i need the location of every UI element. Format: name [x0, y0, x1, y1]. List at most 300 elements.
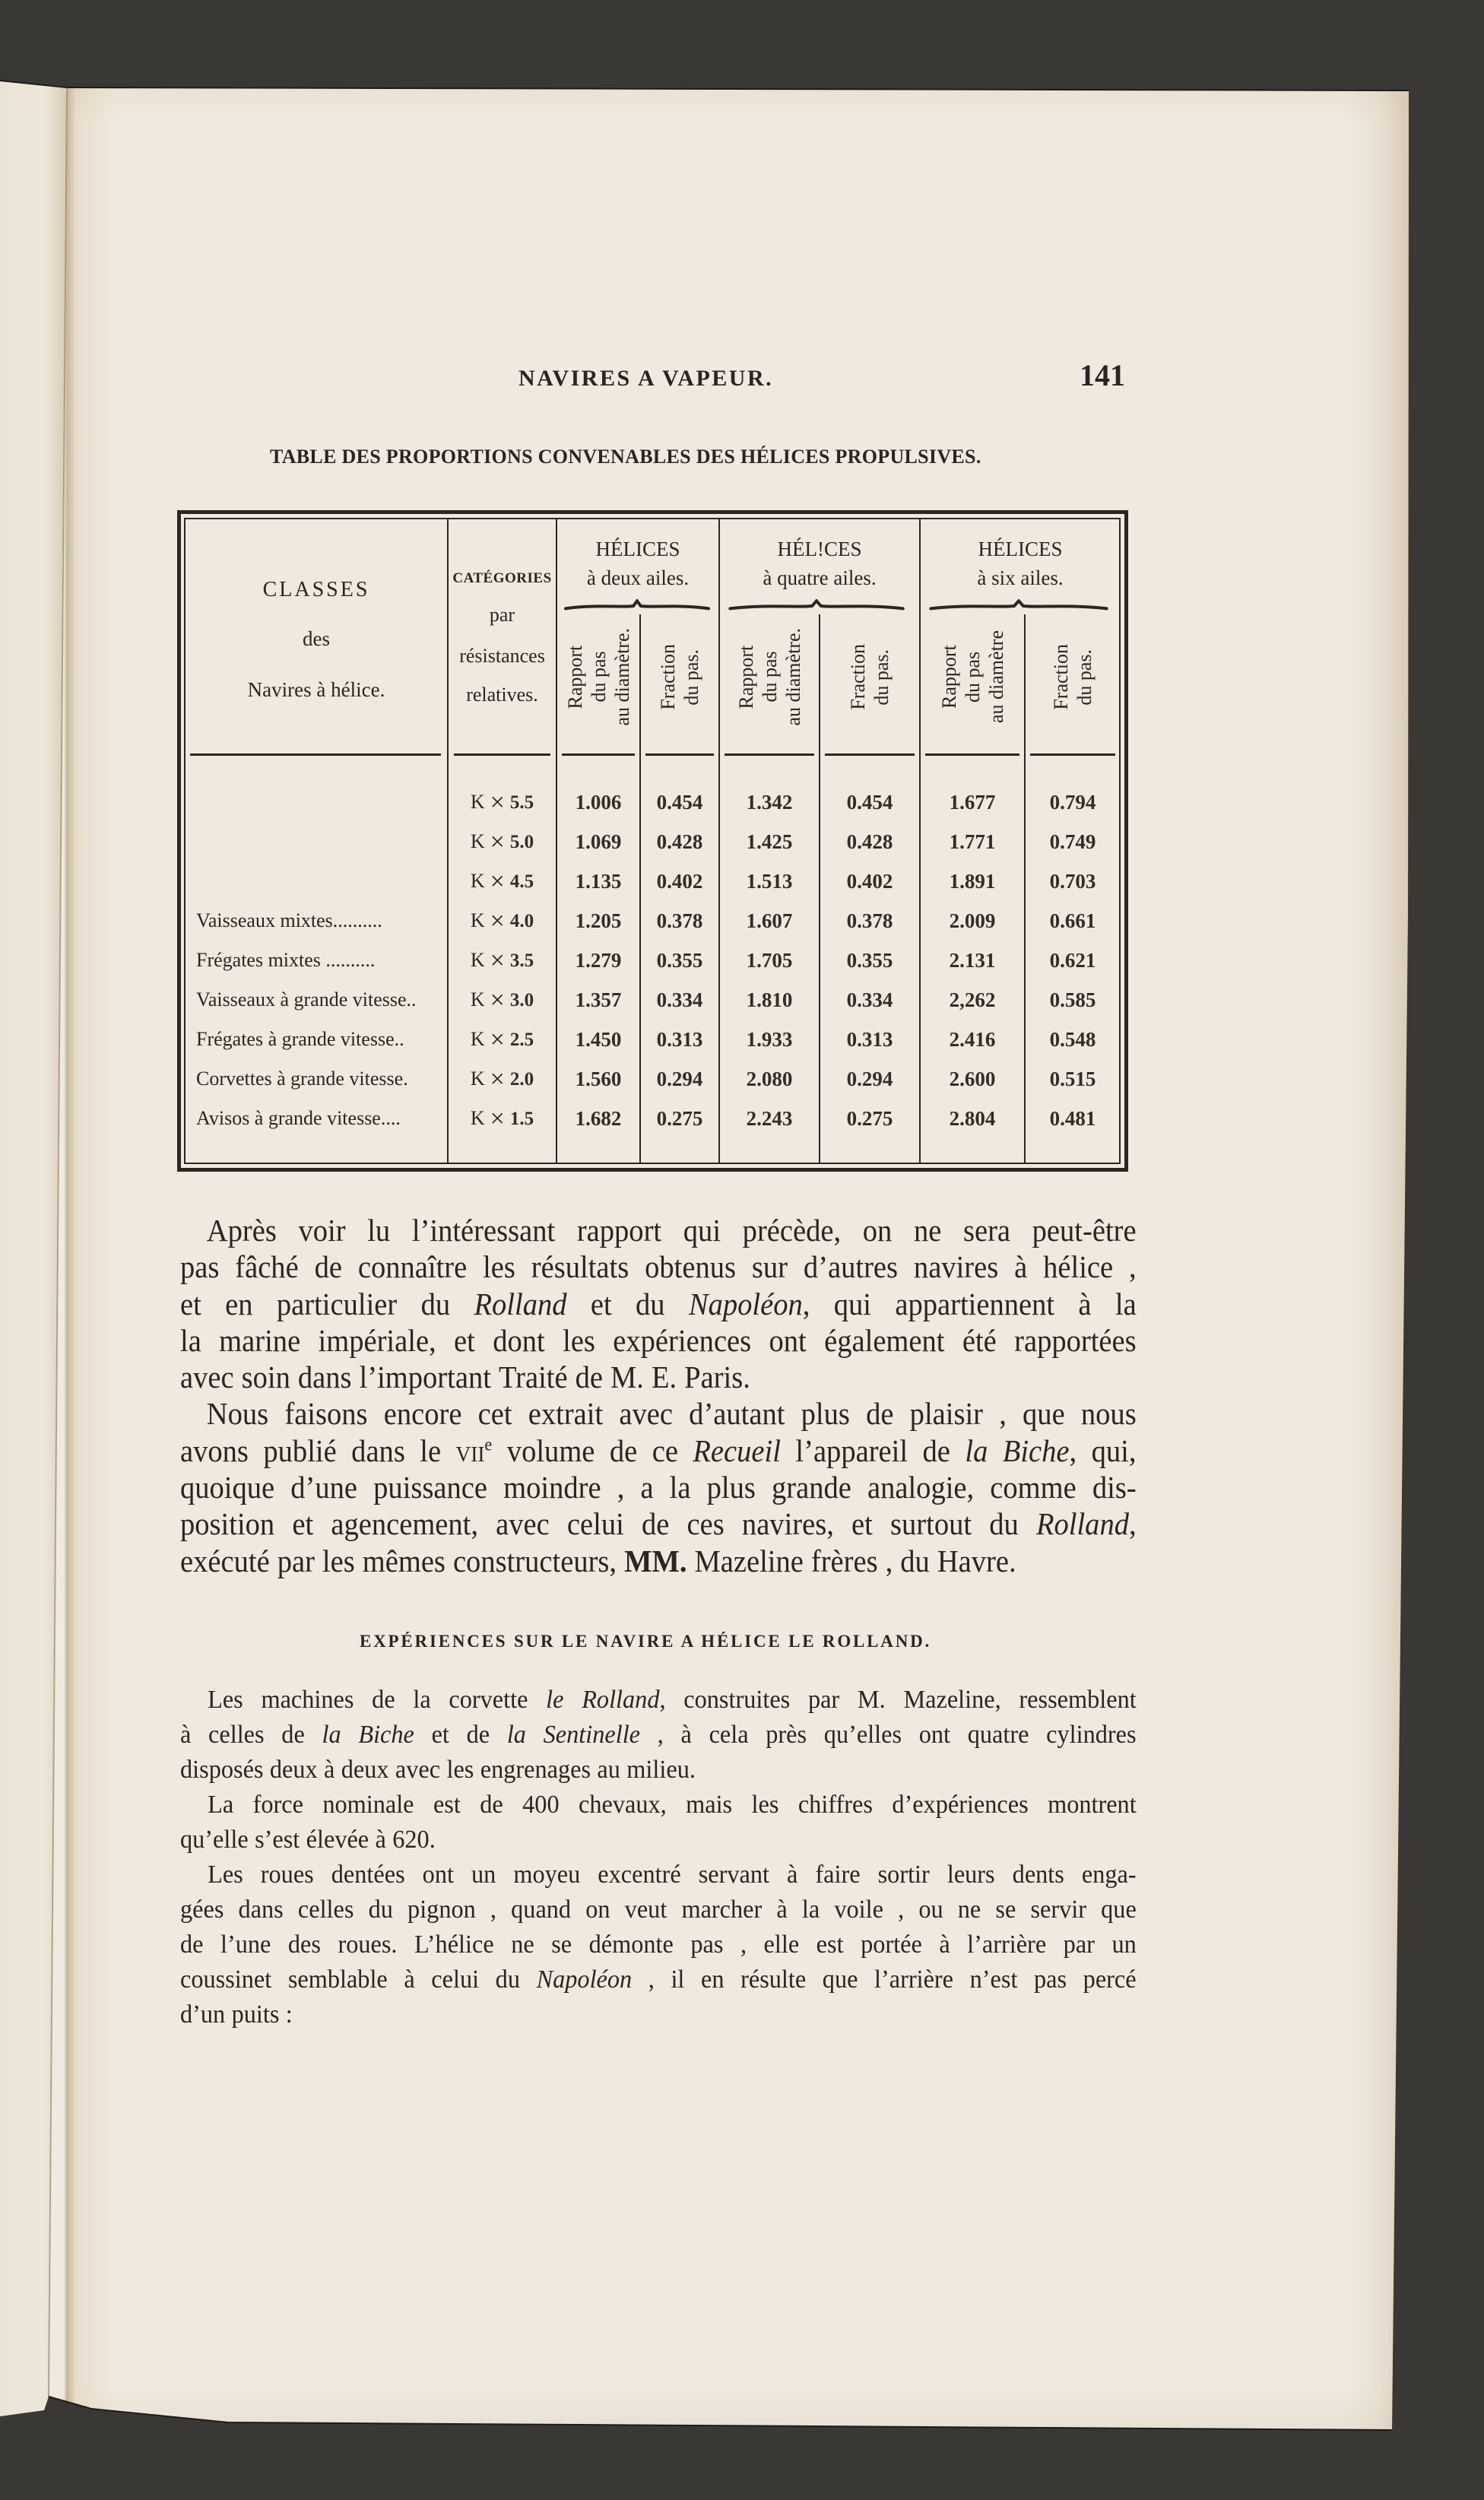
text: on [862, 1213, 893, 1248]
word [787, 1858, 797, 1892]
text: puits [231, 2000, 280, 2029]
text: en [225, 1286, 253, 1321]
ship-class: Corvettes à grande vitesse. [196, 1068, 408, 1090]
text: surtout [890, 1506, 972, 1542]
resistance-category [448, 947, 556, 975]
italic-text: Sentinelle [543, 1721, 641, 1749]
text-line [180, 1248, 1137, 1285]
text: dont [493, 1322, 545, 1358]
text: et [180, 1286, 201, 1321]
word [970, 1962, 1018, 1997]
text: impériale, [318, 1322, 436, 1358]
text-line [180, 1359, 1137, 1395]
word [298, 1212, 345, 1248]
word [624, 1543, 687, 1579]
resistance-category [448, 868, 556, 896]
word [617, 1469, 625, 1505]
label-line: Fraction [1050, 643, 1072, 710]
category-factor: 3.5 [509, 950, 534, 971]
word [962, 1322, 997, 1359]
text: à [1078, 1286, 1092, 1321]
text: lu [367, 1213, 391, 1248]
multiply-sign: × [490, 947, 505, 975]
text: élevée [306, 1826, 369, 1854]
italic-text: Napoléon [688, 1286, 803, 1321]
word [636, 1286, 665, 1322]
text: force [252, 1791, 303, 1819]
italic-text: Biche [358, 1721, 414, 1749]
word [284, 1395, 367, 1432]
text: celui [566, 1506, 624, 1542]
word [180, 1927, 203, 1962]
text: ce [652, 1432, 678, 1468]
text: de [180, 1931, 204, 1959]
word [914, 1212, 941, 1248]
text-line [180, 1505, 1137, 1542]
text: s’est [255, 1826, 300, 1854]
paragraph [180, 1858, 1137, 2032]
text: ou [918, 1896, 943, 1924]
word [815, 1858, 860, 1892]
word [567, 1505, 624, 1542]
text: M. [857, 1686, 886, 1714]
quatre-ailes-rapport: 1.607 [746, 909, 793, 932]
word [180, 1543, 270, 1579]
text: de [575, 1359, 604, 1395]
word [861, 1927, 922, 1962]
word [423, 1858, 454, 1892]
text: roues. [338, 1931, 398, 1959]
text: nous [1080, 1396, 1137, 1432]
text: : [285, 2000, 293, 2029]
text: dentées [331, 1861, 405, 1889]
italic-text: Rolland [1035, 1506, 1129, 1542]
word [363, 1543, 446, 1579]
text: position [180, 1506, 275, 1542]
header-rule [925, 753, 1019, 756]
word [576, 1359, 603, 1395]
text: avec [180, 1359, 234, 1395]
word [1032, 1212, 1137, 1248]
word [208, 1718, 265, 1753]
text: , [1128, 1506, 1137, 1542]
label-line: du pas. [870, 649, 893, 705]
rotated-label [734, 628, 805, 726]
text: leurs [947, 1861, 995, 1889]
word [511, 1892, 571, 1927]
text: d’autant [689, 1396, 785, 1432]
multiply-sign: × [490, 907, 505, 935]
word [454, 1322, 475, 1359]
header-six-fraction [1025, 617, 1121, 736]
text-line [180, 1858, 1137, 1892]
quatre-ailes-rapport: 1.425 [746, 830, 793, 853]
word [432, 1718, 449, 1753]
text: de [642, 1506, 670, 1542]
text: , [740, 1931, 747, 1959]
word [878, 1858, 930, 1892]
word [648, 1962, 655, 1997]
text: , [490, 1896, 496, 1924]
text: se [995, 1896, 1016, 1924]
text: l’arrière [874, 1965, 954, 1994]
ship-class [196, 870, 448, 893]
text: sera [962, 1213, 1011, 1248]
word [610, 1432, 637, 1469]
text: du [368, 1896, 393, 1924]
multiply-sign: × [490, 1105, 505, 1133]
word [1030, 1892, 1086, 1927]
section-text [180, 1683, 1137, 2032]
text: , [657, 1721, 664, 1749]
word [701, 1962, 724, 1997]
six-ailes-rapport: 2.416 [949, 1028, 996, 1051]
text-line [180, 1997, 1137, 2032]
text: d’un [180, 2000, 226, 2029]
text: pas [180, 1249, 220, 1285]
text: les [483, 1249, 515, 1285]
word [413, 1683, 430, 1718]
deux-ailes-fraction: 0.355 [656, 949, 703, 972]
text: coussinet [180, 1965, 272, 1994]
word [684, 1359, 750, 1395]
word [522, 1788, 559, 1823]
six-ailes-rapport: 1.771 [949, 830, 996, 853]
text: de [609, 1432, 638, 1468]
six-ailes-fraction: 0.749 [1049, 830, 1096, 853]
wavy-brace-ornament [929, 599, 1108, 613]
word [742, 1505, 834, 1542]
word [292, 1505, 313, 1542]
deux-ailes-fraction: 0.294 [656, 1068, 703, 1090]
word [315, 1248, 342, 1285]
word [918, 1892, 943, 1927]
text: dans [351, 1432, 405, 1468]
word [358, 1248, 467, 1285]
quatre-ailes-fraction: 0.454 [846, 791, 893, 814]
text: près [766, 1721, 807, 1749]
quatre-ailes-rapport: 2.243 [746, 1107, 793, 1130]
text: dans [238, 1896, 284, 1924]
text: les [446, 1756, 474, 1784]
text-line [180, 1395, 1137, 1432]
word [681, 1718, 692, 1753]
word [261, 1683, 354, 1718]
text: , [659, 1686, 666, 1714]
word [235, 1248, 298, 1285]
text: de [281, 1721, 305, 1749]
text-line [180, 1788, 1137, 1823]
text: par [807, 1686, 840, 1714]
rotated-label [656, 644, 703, 710]
text: encore [383, 1396, 462, 1432]
header-rule [725, 753, 814, 756]
text: constructeurs, [452, 1543, 617, 1578]
label-line: du pas. [1073, 649, 1096, 705]
header-group-quatre-title: HÉL!CES [777, 538, 862, 560]
word [376, 1823, 386, 1858]
word [404, 1962, 414, 1997]
multiply-sign: × [490, 1065, 505, 1093]
text-line [180, 1286, 1137, 1322]
six-ailes-rapport: 2.009 [949, 909, 996, 932]
text: n’est [969, 1965, 1018, 1994]
text: à [404, 1965, 415, 1994]
label-line: au diamètre [985, 630, 1007, 723]
table-title: TABLE DES PROPORTIONS CONVENABLES DES HÉLICES PROPULSIVES. [270, 446, 981, 468]
word [322, 1718, 341, 1753]
category-factor: 4.5 [509, 871, 534, 892]
text: plaisir [909, 1396, 984, 1432]
text: montrent [1048, 1791, 1137, 1819]
six-ailes-rapport: 1.677 [949, 791, 996, 814]
word [232, 1997, 280, 2032]
text: également [824, 1322, 945, 1358]
quatre-ailes-fraction: 0.428 [846, 830, 893, 853]
text: Paris. [684, 1359, 750, 1395]
word [625, 1892, 667, 1927]
category-constant: K [470, 988, 485, 1010]
text: le [420, 1432, 442, 1468]
header-quatre-fraction [820, 617, 920, 736]
text: deux [341, 1756, 389, 1784]
six-ailes-fraction: 0.621 [1049, 949, 1096, 972]
word [531, 1248, 629, 1285]
resistance-category [448, 1065, 556, 1093]
word [412, 1212, 555, 1248]
text: publié [263, 1432, 337, 1468]
word [689, 1395, 785, 1432]
text: moyeu [513, 1861, 581, 1889]
word [817, 1927, 844, 1962]
word [544, 1718, 640, 1753]
ship-class: Avisos à grande vitesse.... [196, 1107, 401, 1129]
text: plus [706, 1470, 756, 1505]
word [1013, 1858, 1064, 1892]
text: ne [957, 1896, 981, 1924]
word [582, 1683, 665, 1718]
word [277, 1543, 315, 1579]
text: La [208, 1791, 234, 1819]
text: sortir [877, 1861, 930, 1889]
text: par [1063, 1931, 1095, 1959]
text: celles [297, 1896, 354, 1924]
label-line: au diamètre. [782, 627, 804, 726]
italic-text: Rolland [474, 1286, 567, 1321]
text: et [590, 1286, 612, 1321]
word [511, 1927, 534, 1962]
text-line [180, 1962, 1137, 1997]
word [1092, 1432, 1137, 1469]
wavy-brace-ornament [564, 599, 710, 613]
category-factor: 2.0 [509, 1069, 534, 1090]
deux-ailes-fraction: 0.378 [656, 909, 703, 932]
word [683, 1212, 721, 1248]
quatre-ailes-rapport: 1.933 [746, 1028, 793, 1051]
text: pas [690, 1931, 724, 1959]
six-ailes-fraction: 0.585 [1049, 988, 1096, 1011]
text: pas [1034, 1965, 1067, 1994]
deux-ailes-fraction: 0.454 [656, 791, 703, 814]
label-line: Rapport [734, 645, 757, 709]
word [281, 1718, 304, 1753]
word [456, 1432, 493, 1469]
word [798, 1788, 873, 1823]
text: la [801, 1896, 820, 1924]
text: d’expériences [892, 1791, 1029, 1819]
word [764, 1927, 800, 1962]
word [421, 1286, 451, 1322]
text: est [816, 1931, 844, 1959]
resistance-category [448, 907, 556, 935]
category-constant: K [470, 791, 485, 813]
word [1115, 1286, 1137, 1322]
text: soin [241, 1359, 290, 1395]
text-line [180, 1892, 1137, 1927]
deux-ailes-rapport: 1.450 [575, 1028, 622, 1051]
word [801, 1395, 850, 1432]
word [219, 1322, 300, 1359]
text: roues [260, 1861, 314, 1889]
category-constant: K [470, 1068, 485, 1090]
category-factor: 4.0 [509, 911, 534, 931]
word [180, 1505, 274, 1542]
word [1023, 1395, 1065, 1432]
word [493, 1322, 545, 1359]
text: du [420, 1286, 451, 1321]
text: marine [219, 1322, 301, 1358]
text: avec [395, 1756, 441, 1784]
word [537, 1962, 633, 1997]
text: celles [208, 1721, 265, 1749]
word [892, 1788, 1028, 1823]
word [225, 1286, 252, 1322]
word [480, 1753, 591, 1788]
multiply-sign: × [490, 986, 505, 1014]
text: connaître [357, 1249, 468, 1285]
text: au [597, 1756, 620, 1784]
word [752, 1248, 788, 1285]
word [681, 1892, 762, 1927]
category-constant: K [470, 830, 485, 852]
word [1046, 1718, 1136, 1753]
word [900, 1543, 930, 1579]
bold-text: MM. [624, 1543, 687, 1578]
header-rule [825, 753, 915, 756]
small-caps-text: vii [455, 1432, 485, 1468]
ship-class: Vaisseaux à grande vitesse.. [196, 988, 417, 1010]
word [671, 1962, 684, 1997]
header-group-six-subtitle: à six ailes. [977, 566, 1064, 589]
word [995, 1892, 1016, 1927]
word [874, 1962, 953, 1997]
word [709, 1718, 749, 1753]
header-group-deux-title: HÉLICES [595, 538, 680, 560]
text: qui, [1091, 1432, 1137, 1468]
text: ne [511, 1931, 534, 1959]
quatre-ailes-rapport: 1.705 [746, 949, 793, 972]
word [772, 1469, 851, 1505]
word [298, 1892, 354, 1927]
text: corvette [449, 1686, 528, 1714]
label-line: du pas [587, 651, 610, 703]
word [180, 1892, 224, 1927]
text: il [671, 1965, 685, 1994]
text: appartiennent [895, 1286, 1055, 1321]
word [261, 1858, 314, 1892]
text: ont [769, 1322, 807, 1358]
text: , [1129, 1249, 1137, 1285]
quatre-ailes-fraction: 0.355 [846, 949, 893, 972]
word [180, 1359, 234, 1395]
six-ailes-rapport: 2,262 [949, 988, 996, 1011]
word [610, 1359, 644, 1395]
text-line [180, 1718, 1137, 1753]
word [180, 1753, 263, 1788]
text: navires [913, 1249, 999, 1285]
text: la [413, 1686, 431, 1714]
text: ressemblent [1019, 1686, 1137, 1714]
word [341, 1753, 389, 1788]
text: et [292, 1506, 314, 1542]
text: à [939, 1931, 950, 1959]
text: ont [918, 1721, 951, 1749]
word [180, 1962, 271, 1997]
word [642, 1505, 669, 1542]
word [990, 1469, 1076, 1505]
text: quand [511, 1896, 572, 1924]
text: dents [1012, 1861, 1064, 1889]
word [208, 1788, 233, 1823]
label-line: du pas [758, 651, 781, 703]
word [471, 1858, 496, 1892]
text: voir [298, 1213, 346, 1248]
word [598, 1858, 680, 1892]
text: et [431, 1721, 449, 1749]
word [683, 1683, 790, 1718]
word [351, 1432, 405, 1469]
header-group-quatre-subtitle: à quatre ailes. [763, 566, 877, 589]
word [180, 1286, 201, 1322]
text: un [471, 1861, 496, 1889]
italic-text: la [506, 1721, 526, 1749]
text-line [180, 1753, 1137, 1788]
text: comme [990, 1470, 1077, 1505]
text: résultats [531, 1249, 629, 1285]
word [963, 1212, 1010, 1248]
word [180, 1469, 274, 1505]
quatre-ailes-fraction: 0.402 [846, 870, 893, 893]
word [1034, 1962, 1067, 1997]
text-line [180, 1543, 1137, 1579]
text: gées [180, 1896, 224, 1924]
intro-text [180, 1212, 1137, 1579]
word [658, 1718, 664, 1753]
word [591, 1286, 612, 1322]
word [903, 1683, 1000, 1718]
text: à [787, 1861, 798, 1889]
text: , [999, 1396, 1007, 1432]
text: à [680, 1721, 692, 1749]
header-six-rapport [920, 617, 1025, 736]
text: Après [206, 1213, 277, 1248]
resistance-category [448, 1026, 556, 1054]
text: mais [686, 1791, 733, 1819]
word [180, 1718, 191, 1753]
text: que [1023, 1396, 1065, 1432]
text: ont [422, 1861, 454, 1889]
word [369, 1892, 393, 1927]
